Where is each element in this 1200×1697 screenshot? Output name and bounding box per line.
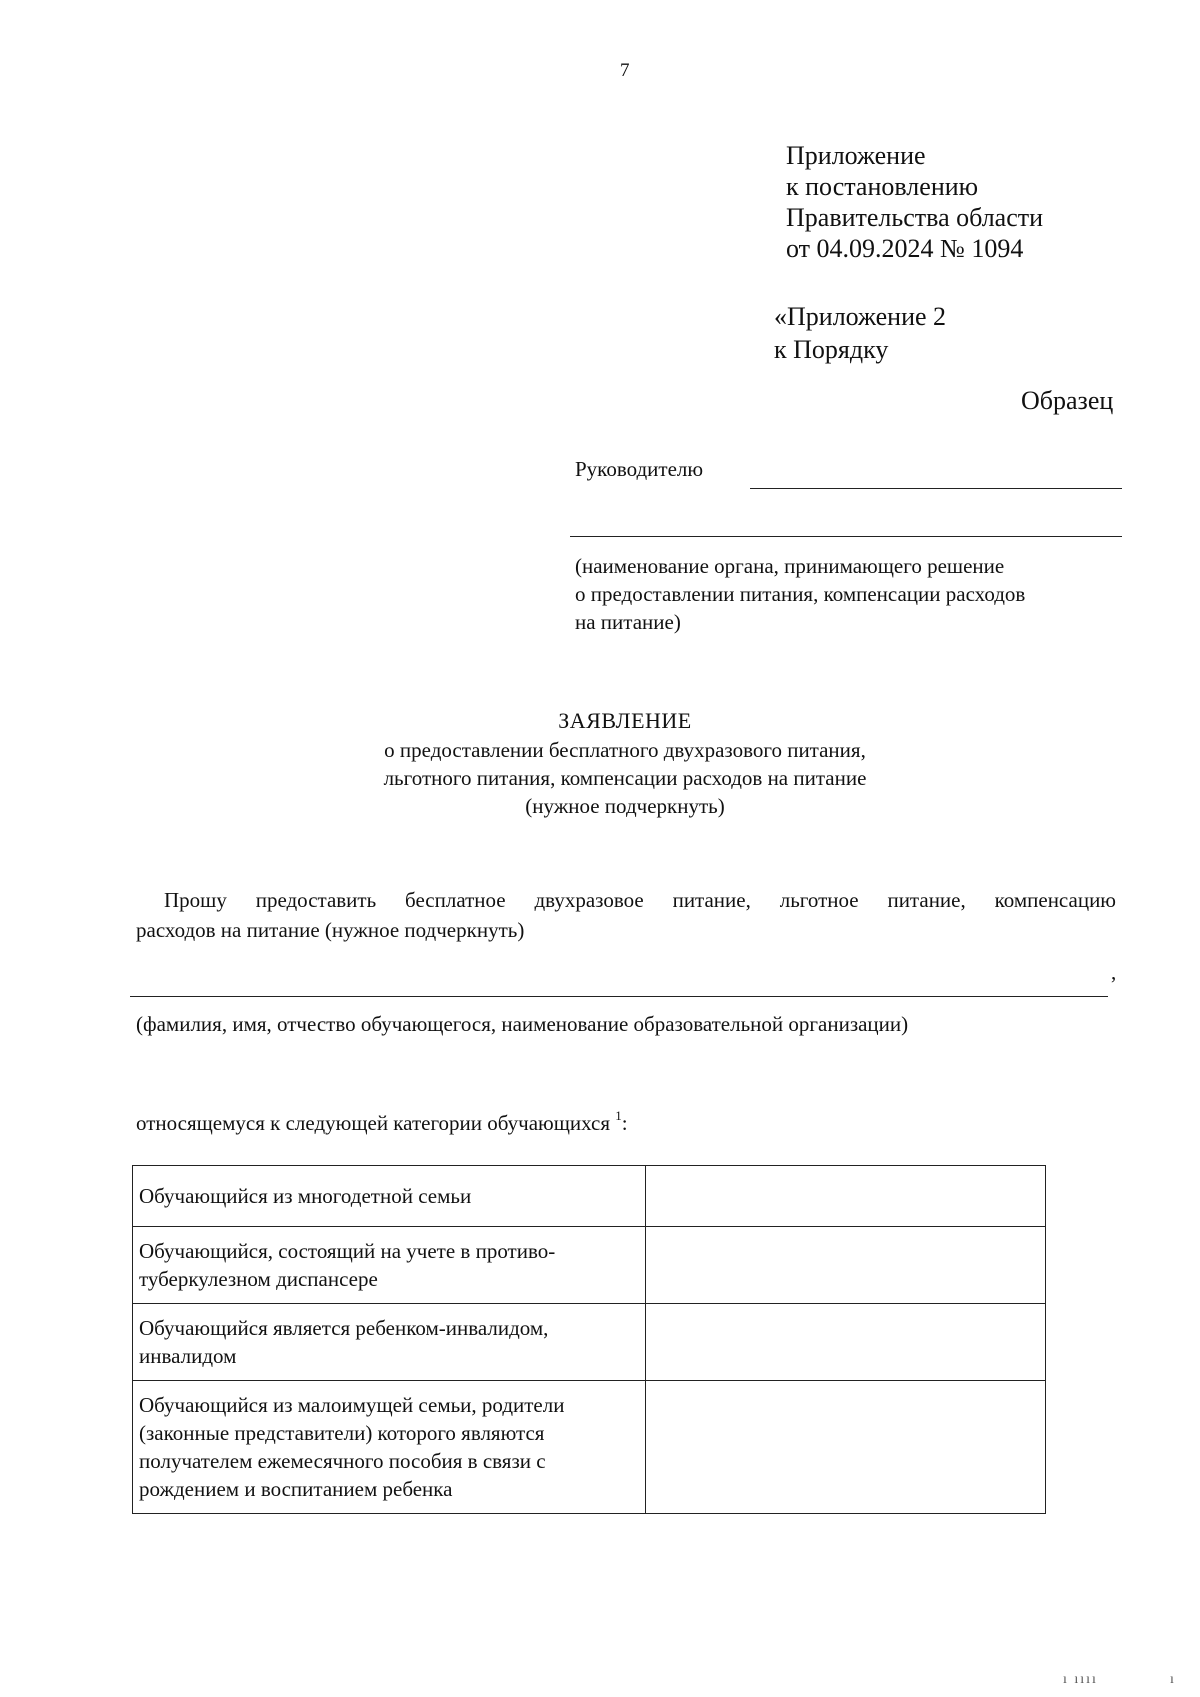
- recipient-organ-line[interactable]: [570, 536, 1122, 537]
- scan-mark: ı: [1170, 1672, 1174, 1687]
- category-label-cell: [133, 1227, 646, 1304]
- category-label-line: инвалидом: [139, 1344, 237, 1368]
- recipient-note-line: о предоставлении питания, компенсации расходов: [575, 582, 1026, 606]
- trailing-comma: ,: [1111, 960, 1117, 984]
- order-appendix-line: к Порядку: [774, 335, 889, 364]
- recipient-note: [575, 552, 1115, 636]
- order-appendix-line: «Приложение 2: [774, 302, 947, 331]
- appendix-line: к постановлению: [786, 172, 979, 201]
- category-label-line: (законные представители) которого являются: [139, 1421, 545, 1445]
- category-intro-colon: :: [621, 1111, 628, 1135]
- page-number: 7: [620, 60, 630, 81]
- category-label-line: получателем ежемесячного пособия в связи с: [139, 1449, 546, 1473]
- footnote-marker: 1: [615, 1108, 622, 1123]
- recipient-label: Руководителю: [575, 457, 704, 481]
- recipient-note-line: на питание): [575, 610, 681, 634]
- appendix-line: от 04.09.2024 № 1094: [786, 234, 1024, 263]
- table-row: [133, 1381, 1046, 1514]
- request-line: расходов на питание (нужное подчеркнуть): [136, 918, 525, 942]
- category-mark-cell[interactable]: [646, 1227, 1046, 1304]
- document-subtitle-line: о предоставлении бесплатного двухразового питания,: [384, 738, 866, 762]
- order-appendix-header: [774, 300, 946, 366]
- category-label-line: Обучающийся из малоимущей семьи, родители: [139, 1393, 565, 1417]
- student-note: (фамилия, имя, отчество обучающегося, наименование образовательной организации): [136, 1012, 909, 1036]
- request-line: Прошу предоставить бесплатное двухразовое питание, льготное питание, компенсацию: [164, 888, 1116, 912]
- student-info-line[interactable]: [130, 996, 1108, 997]
- recipient-note-line: (наименование органа, принимающего решение: [575, 554, 1005, 578]
- sample-label: Образец: [1021, 386, 1114, 415]
- category-label-line: Обучающийся, состоящий на учете в противо-: [139, 1239, 556, 1263]
- appendix-line: Приложение: [786, 141, 926, 170]
- document-subtitle-line: льготного питания, компенсации расходов на питание: [383, 766, 867, 790]
- category-label-line: Обучающийся является ребенком-инвалидом,: [139, 1316, 549, 1340]
- recipient-name-line[interactable]: [750, 488, 1122, 489]
- request-paragraph: [136, 885, 1116, 945]
- category-intro-text: относящемуся к следующей категории обучающихся: [136, 1111, 616, 1135]
- document-heading: [0, 706, 1200, 820]
- category-label-line: туберкулезном диспансере: [139, 1267, 378, 1291]
- category-mark-cell[interactable]: [646, 1381, 1046, 1514]
- appendix-header: [786, 140, 1043, 264]
- category-mark-cell[interactable]: [646, 1166, 1046, 1227]
- category-label-line: Обучающийся из многодетной семьи: [139, 1184, 472, 1208]
- category-label-line: рождением и воспитанием ребенка: [139, 1477, 453, 1501]
- document-subtitle-line: (нужное подчеркнуть): [525, 794, 725, 818]
- table-row: [133, 1166, 1046, 1227]
- document-title: ЗАЯВЛЕНИЕ: [558, 708, 692, 733]
- category-table: [132, 1165, 1046, 1514]
- scan-mark: ı ıııı: [1063, 1672, 1098, 1687]
- category-intro: [136, 1108, 628, 1136]
- table-row: [133, 1304, 1046, 1381]
- category-label-cell: [133, 1304, 646, 1381]
- appendix-line: Правительства области: [786, 203, 1044, 232]
- table-row: [133, 1227, 1046, 1304]
- category-label-cell: [133, 1381, 646, 1514]
- category-mark-cell[interactable]: [646, 1304, 1046, 1381]
- category-label-cell: [133, 1166, 646, 1227]
